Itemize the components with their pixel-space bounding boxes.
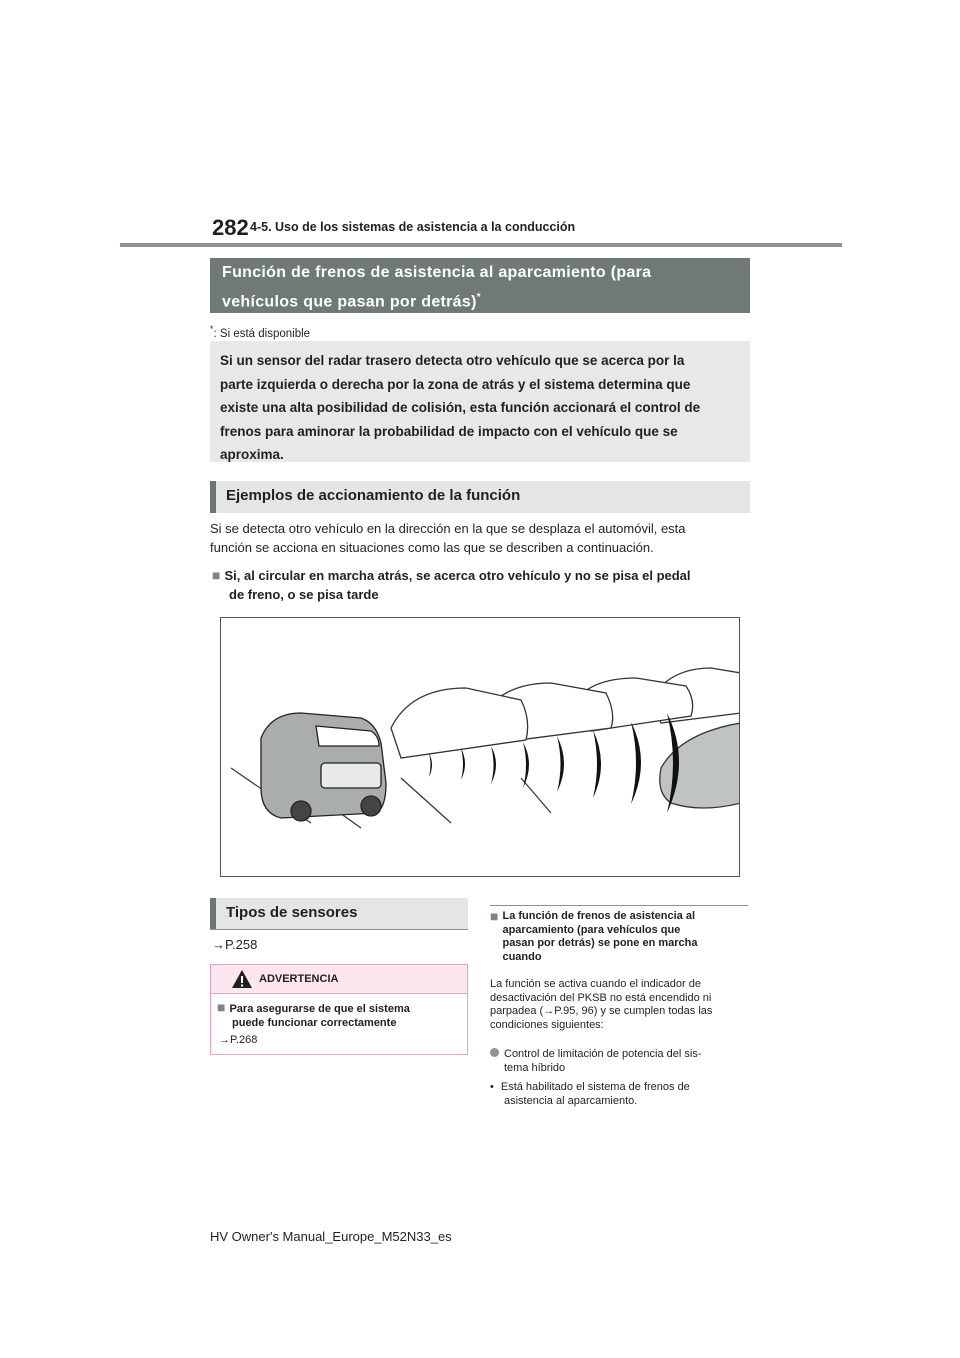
header-rule [120, 243, 842, 247]
condition-sub-item: • Está habilitado el sistema de frenos de asistencia al aparcamiento. [490, 1081, 690, 1107]
right-column-heading: ■ La función de frenos de asistencia al aparcamiento (para vehículos que pasan por detrás) se pone en marcha cuando [490, 908, 698, 963]
warning-rule [211, 993, 467, 994]
ejemplos-heading: Ejemplos de accionamiento de la función [210, 481, 750, 513]
parking-illustration [220, 617, 740, 877]
section-title-line-2: vehículos que pasan por detrás)* [222, 292, 481, 311]
reverse-parking-scene-icon [221, 618, 740, 877]
tipos-heading: Tipos de sensores [210, 898, 468, 929]
circle-bullet-icon [490, 1048, 499, 1057]
intro-box [210, 341, 750, 462]
ejemplos-body: Si se detecta otro vehículo en la dirección en la que se desplaza el automóvil, esta función se acciona en situaciones como las que se describen a continuación. [210, 521, 686, 555]
intro-line: aproxima. [220, 447, 284, 462]
square-bullet-icon: ■ [212, 567, 221, 583]
square-bullet-icon: ■ [490, 908, 499, 924]
intro-line: Si un sensor del radar trasero detecta otro vehículo que se acerca por la [220, 353, 685, 368]
tipos-rule [210, 929, 468, 930]
section-title [210, 258, 750, 313]
footnote: *: Si está disponible [210, 324, 311, 340]
right-column-rule [490, 905, 748, 906]
page-number: 282 [212, 215, 249, 240]
intro-line: parte izquierda o derecha por la zona de atrás y el sistema determina que [220, 376, 691, 392]
tipos-reference-link[interactable]: →P.258 [212, 937, 258, 952]
section-title-line-1: Función de frenos de asistencia al aparcamiento (para [222, 264, 652, 281]
right-column-body: La función se activa cuando el indicador de desactivación del PKSB no está encendido ni parpadea (→P.95, 96) y se cumplen todas las condiciones siguientes: [490, 978, 713, 1031]
intro-line: existe una alta posibilidad de colisión, esta función accionará el control de [220, 400, 701, 415]
condition-bullet: Control de limitación de potencia del sis- tema híbrido [490, 1048, 748, 1075]
warning-item: ■ Para asegurarse de que el sistema puede funcionar correctamente [217, 999, 410, 1029]
warning-title: ADVERTENCIA [259, 973, 339, 985]
warning-reference-link[interactable]: →P.268 [219, 1034, 258, 1046]
square-bullet-icon: ■ [217, 999, 226, 1015]
case-item: ■ Si, al circular en marcha atrás, se acerca otro vehículo y no se pisa el pedal de freno, o se pisa tarde [212, 567, 691, 602]
intro-line: frenos para aminorar la probabilidad de impacto con el vehículo que se [220, 423, 678, 439]
warning-triangle-icon [231, 969, 253, 989]
title-asterisk: * [476, 292, 481, 303]
footer-text: HV Owner's Manual_Europe_M52N33_es [210, 1229, 452, 1244]
section-label: 4-5. Uso de los sistemas de asistencia a la conducción [250, 220, 576, 234]
warning-box [210, 964, 468, 1055]
